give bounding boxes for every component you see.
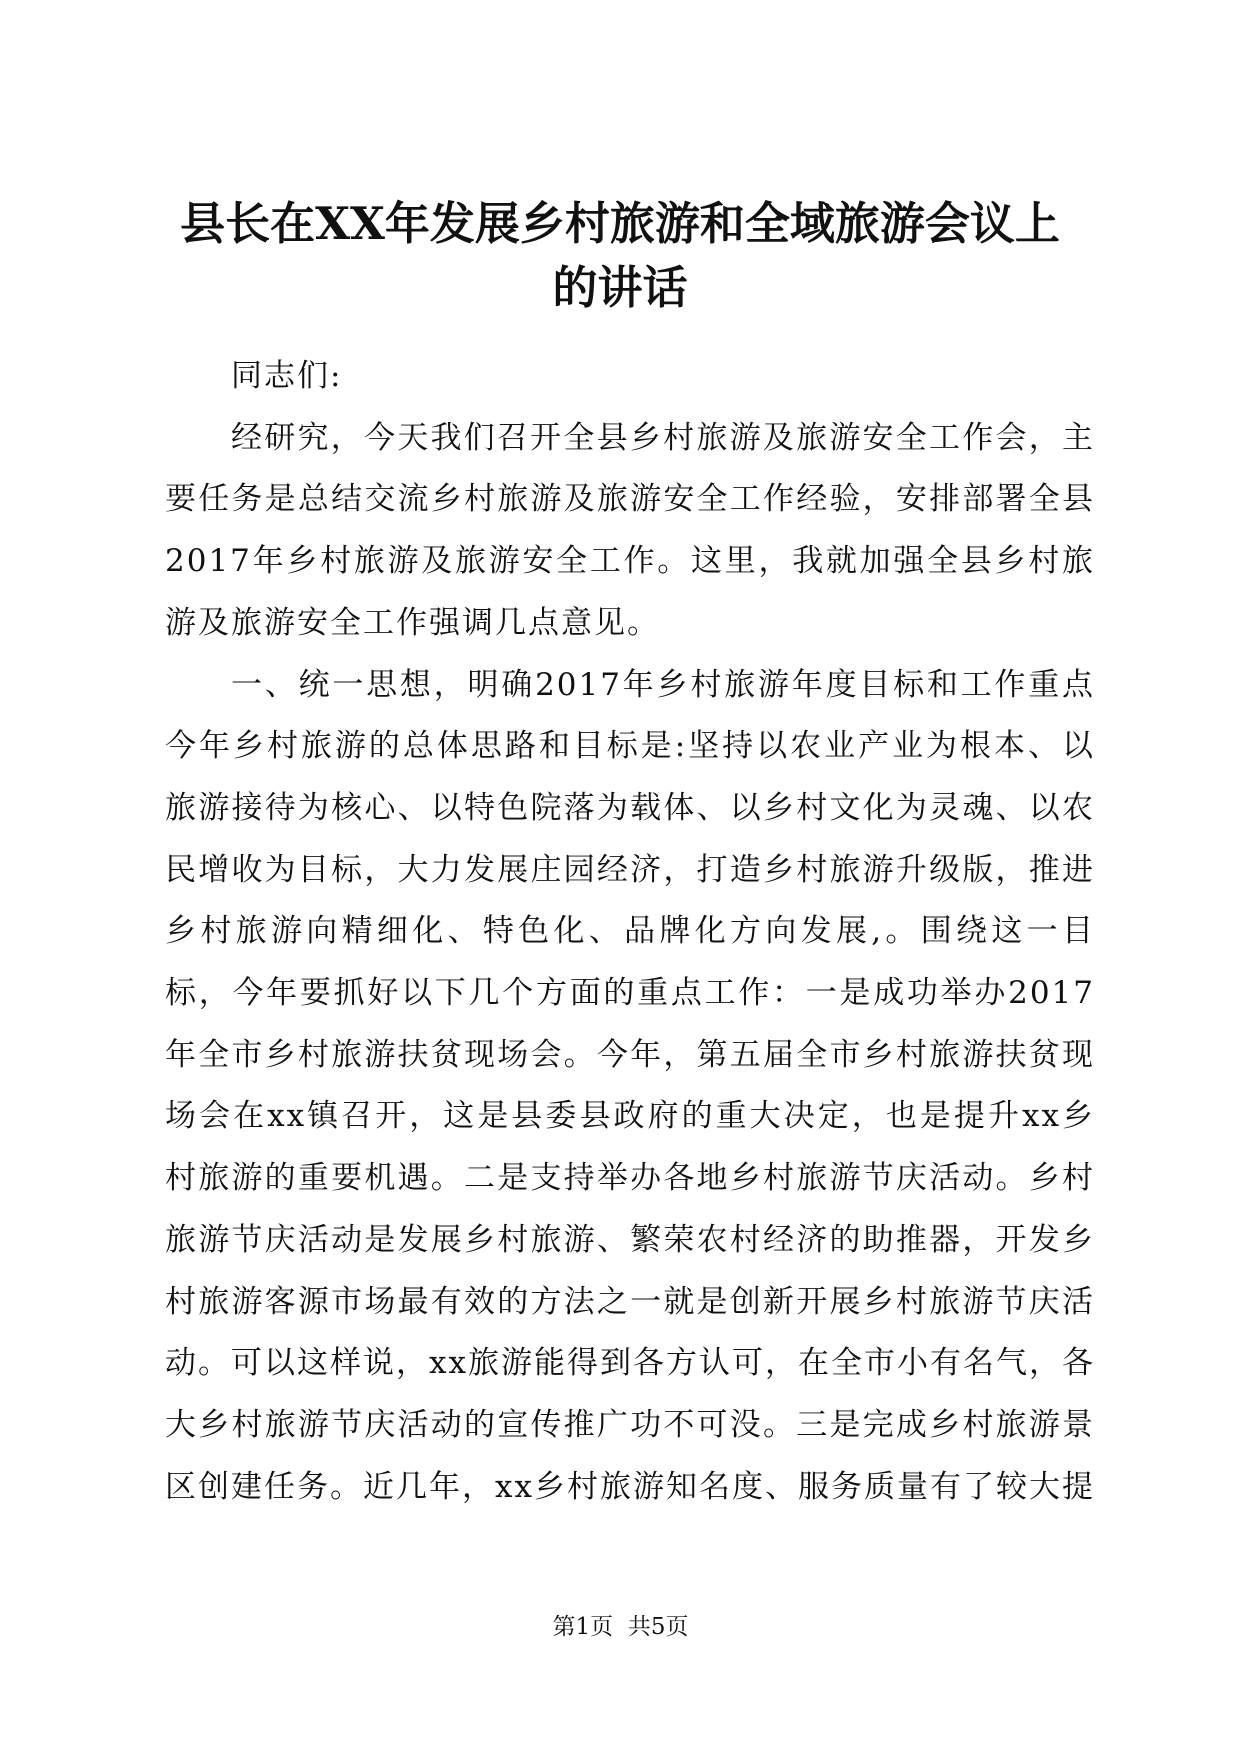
- paragraph-section-one: 一、统一思想，明确2017年乡村旅游年度目标和工作重点今年乡村旅游的总体思路和目标是:坚持以农业产业为根本、以旅游接待为核心、以特色院落为载体、以乡村文化为灵魂、以农民增收为目标，大力发展庄园经济，打造乡村旅游升级版，推进乡村旅游向精细化、特色化、品牌化方向发展,。围绕这一目标，今年要抓好以下几个方面的重点工作：一是成功举办2017年全市乡村旅游扶贫现场会。今年，第五届全市乡村旅游扶贫现场会在xx镇召开，这是县委县政府的重大决定，也是提升xx乡村旅游的重要机遇。二是支持举办各地乡村旅游节庆活动。乡村旅游节庆活动是发展乡村旅游、繁荣农村经济的助推器，开发乡村旅游客源市场最有效的方法之一就是创新开展乡村旅游节庆活动。可以这样说，xx旅游能得到各方认可，在全市小有名气，各大乡村旅游节庆活动的宣传推广功不可没。三是完成乡村旅游景区创建任务。近几年，xx乡村旅游知名度、服务质量有了较大提: [165, 666, 1095, 1505]
- page-footer: [0, 1612, 1241, 1642]
- document-title: [150, 192, 1090, 320]
- paragraph-intro: 经研究，今天我们召开全县乡村旅游及旅游安全工作会，主要任务是总结交流乡村旅游及旅游安全工作经验，安排部署全县2017年乡村旅游及旅游安全工作。这里，我就加强全县乡村旅游及旅游安全工作强调几点意见。: [165, 419, 1095, 641]
- page-number: 第1页: [552, 1614, 614, 1640]
- page-total: 共5页: [627, 1614, 689, 1640]
- title-line-1: 县长在XX年发展乡村旅游和全域旅游会议上: [180, 197, 1060, 250]
- title-line-2: 的讲话: [552, 261, 688, 314]
- salutation: 同志们:: [231, 358, 343, 394]
- document-body: [165, 346, 1095, 1518]
